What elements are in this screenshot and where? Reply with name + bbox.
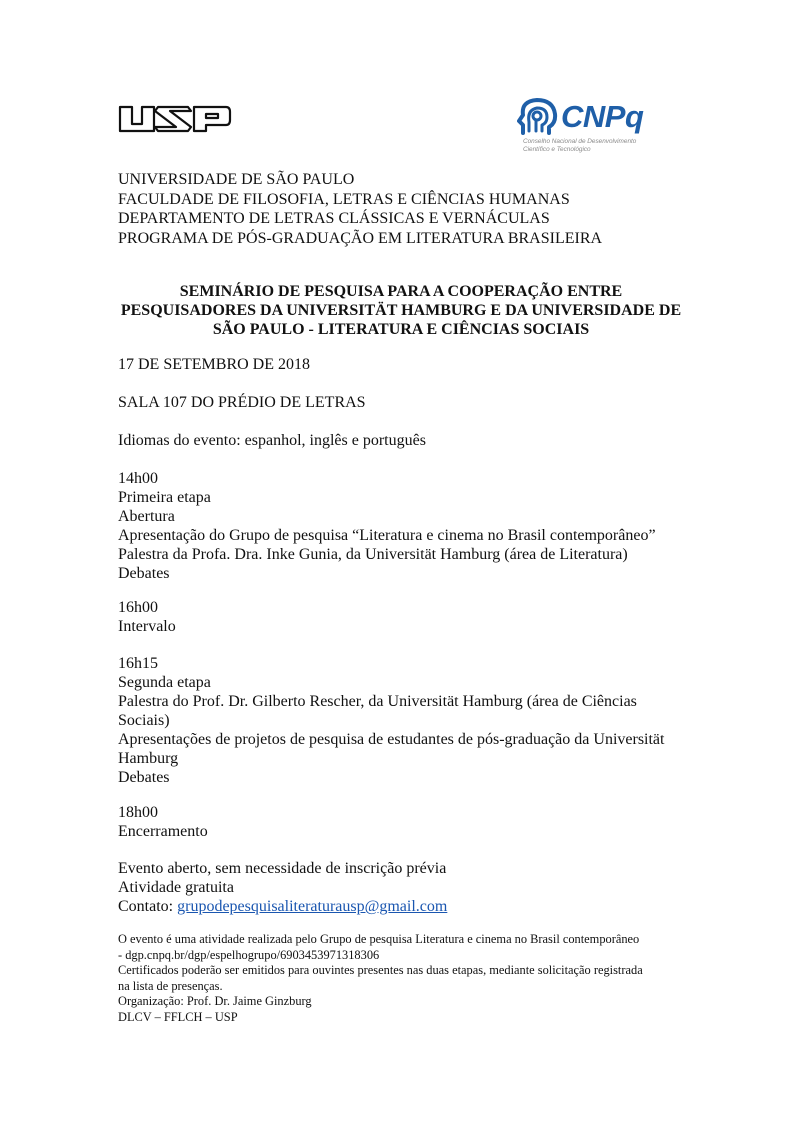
footer-line: - dgp.cnpq.br/dgp/espelhogrupo/6903453971318306 bbox=[118, 947, 380, 962]
cnpq-subtitle-line: Científico e Tecnológico bbox=[523, 145, 591, 153]
cnpq-wordmark: CNPq bbox=[561, 99, 644, 134]
contact-line bbox=[118, 897, 698, 916]
schedule-item: Intervalo bbox=[118, 618, 176, 635]
institution-line: DEPARTAMENTO DE LETRAS CLÁSSICAS E VERNÁCULAS bbox=[118, 210, 550, 227]
schedule-item: Debates bbox=[118, 565, 170, 582]
footer-line: O evento é uma atividade realizada pelo Grupo de pesquisa Literatura e cinema no Brasil contemporâneo bbox=[118, 932, 640, 946]
cnpq-subtitle-line: Conselho Nacional de Desenvolvimento bbox=[523, 138, 637, 145]
usp-logo-icon bbox=[118, 103, 232, 135]
cnpq-head-icon bbox=[517, 97, 561, 137]
event-info bbox=[118, 859, 698, 916]
schedule-item: Segunda etapa bbox=[118, 674, 211, 691]
schedule-block bbox=[118, 469, 698, 583]
schedule-item: Palestra da Profa. Dra. Inke Gunia, da Universität Hamburg (área de Literatura) bbox=[118, 546, 628, 563]
institution-line: FACULDADE DE FILOSOFIA, LETRAS E CIÊNCIAS HUMANAS bbox=[118, 190, 570, 208]
schedule-item: Apresentação do Grupo de pesquisa “Literatura e cinema no Brasil contemporâneo” bbox=[118, 527, 656, 544]
schedule-time: 16h00 bbox=[118, 599, 158, 616]
schedule-time: 16h15 bbox=[118, 655, 158, 672]
schedule-time: 18h00 bbox=[118, 804, 158, 821]
footer-notes bbox=[118, 932, 698, 1025]
title-line: SEMINÁRIO DE PESQUISA PARA A COOPERAÇÃO ENTRE bbox=[179, 283, 623, 300]
footer-line: Organização: Prof. Dr. Jaime Ginzburg bbox=[118, 994, 312, 1008]
free-activity-note: Atividade gratuita bbox=[118, 879, 234, 896]
usp-logo bbox=[118, 103, 232, 135]
institution-header bbox=[118, 170, 602, 248]
open-event-note: Evento aberto, sem necessidade de inscrição prévia bbox=[118, 860, 447, 877]
footer-line: Certificados poderão ser emitidos para ouvintes presentes nas duas etapas, mediante solicitação registrada bbox=[118, 963, 643, 977]
cnpq-subtitle bbox=[523, 138, 636, 153]
schedule-item: Hamburg bbox=[118, 750, 179, 767]
schedule-time: 14h00 bbox=[118, 470, 158, 487]
event-location: SALA 107 DO PRÉDIO DE LETRAS bbox=[118, 394, 366, 411]
schedule-item: Sociais) bbox=[118, 712, 170, 729]
contact-email-link[interactable]: grupodepesquisaliteraturausp@gmail.com bbox=[177, 898, 448, 915]
title-line: SÃO PAULO - LITERATURA E CIÊNCIAS SOCIAIS bbox=[212, 321, 590, 338]
schedule-item: Encerramento bbox=[118, 823, 208, 840]
schedule-item: Debates bbox=[118, 769, 170, 786]
cnpq-logo bbox=[517, 97, 677, 157]
schedule-item: Palestra do Prof. Dr. Gilberto Rescher, da Universität Hamburg (área de Ciências bbox=[118, 693, 637, 710]
event-languages: Idiomas do evento: espanhol, inglês e português bbox=[118, 432, 426, 449]
schedule-block bbox=[118, 803, 698, 841]
schedule-item: Apresentações de projetos de pesquisa de estudantes de pós-graduação da Universität bbox=[118, 731, 665, 748]
contact-label: Contato: bbox=[118, 898, 178, 915]
schedule-block bbox=[118, 598, 698, 636]
institution-line: PROGRAMA DE PÓS-GRADUAÇÃO EM LITERATURA BRASILEIRA bbox=[118, 229, 603, 247]
event-date: 17 DE SETEMBRO DE 2018 bbox=[118, 356, 310, 373]
footer-line: DLCV – FFLCH – USP bbox=[118, 1009, 238, 1024]
schedule-item: Abertura bbox=[118, 508, 175, 525]
schedule-block bbox=[118, 654, 698, 787]
institution-line: UNIVERSIDADE DE SÃO PAULO bbox=[118, 171, 355, 188]
schedule-item: Primeira etapa bbox=[118, 489, 211, 506]
footer-line: na lista de presenças. bbox=[118, 978, 223, 993]
title-line: PESQUISADORES DA UNIVERSITÄT HAMBURG E DA UNIVERSIDADE DE bbox=[120, 302, 682, 319]
seminar-title bbox=[110, 282, 692, 339]
